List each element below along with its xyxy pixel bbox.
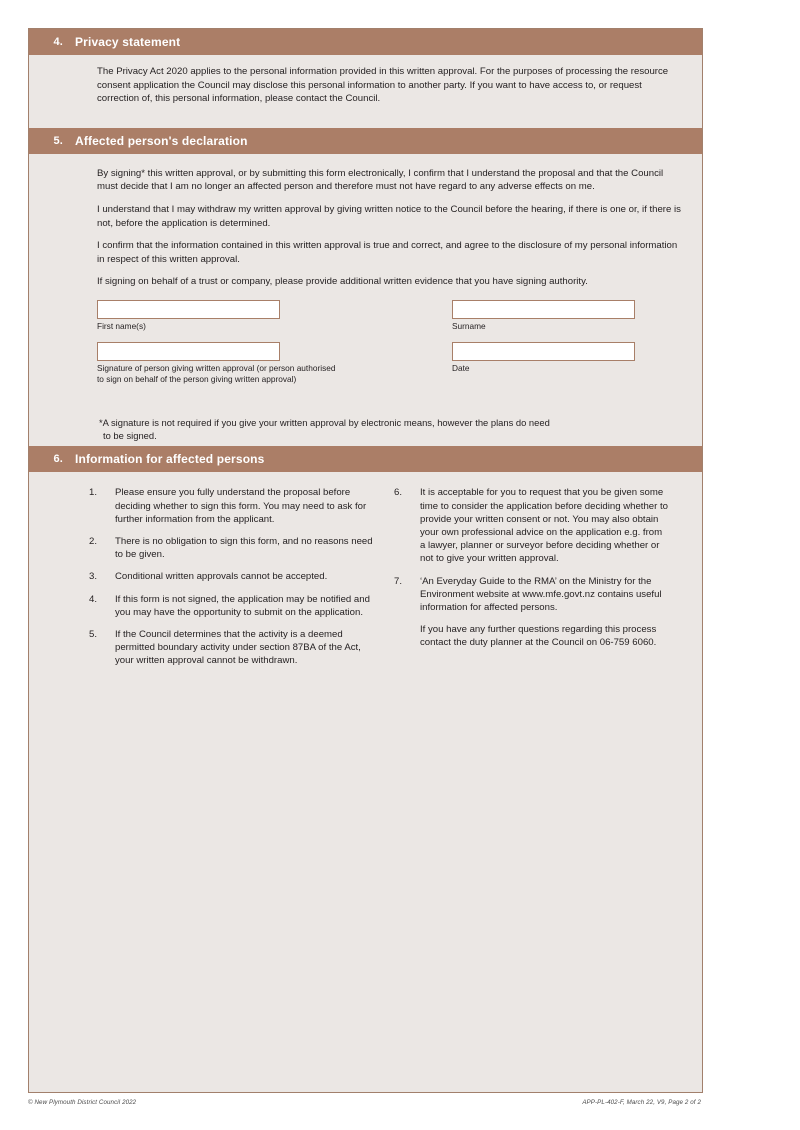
list-item bbox=[89, 535, 394, 561]
list-item-text: Conditional written approvals cannot be accepted. bbox=[115, 571, 328, 583]
list-item bbox=[89, 486, 394, 526]
signature-footnote-line1: *A signature is not required if you give your written approval by electronic means, however the plans do need bbox=[99, 417, 550, 429]
information-left-column bbox=[89, 486, 394, 676]
privacy-paragraph: The Privacy Act 2020 applies to the personal information provided in this written approval. For the purposes of processing the resource consent application the Council may disclose this personal information to another party. If you want to have access to, or request correction of, this personal information, please contact the Council. bbox=[97, 66, 669, 105]
section-title: Privacy statement bbox=[75, 35, 181, 49]
list-item bbox=[394, 575, 688, 615]
section-title: Affected person's declaration bbox=[75, 133, 248, 148]
document-page bbox=[28, 28, 703, 1093]
list-item bbox=[89, 593, 394, 619]
field-surname bbox=[452, 300, 684, 332]
list-item-text: There is no obligation to sign this form, and no reasons need to be given. bbox=[115, 536, 373, 561]
section-number: 5. bbox=[53, 134, 63, 147]
section-header-affected-persons-declaration bbox=[29, 128, 702, 154]
first-names-label: First name(s) bbox=[97, 320, 146, 331]
section-body-information-for-affected-persons bbox=[29, 472, 702, 688]
signature-label bbox=[97, 361, 438, 384]
list-item-number: 6. bbox=[394, 487, 403, 499]
section-number: 4. bbox=[53, 36, 63, 48]
duty-planner-contact-text: If you have any further questions regarding this process contact the duty planner at the Council on 06-759 6060. bbox=[420, 624, 657, 649]
date-input[interactable] bbox=[452, 342, 635, 361]
surname-input[interactable] bbox=[452, 300, 635, 319]
page-footer bbox=[28, 1099, 703, 1106]
information-columns bbox=[89, 486, 688, 676]
signature-input[interactable] bbox=[97, 342, 280, 361]
list-item-text: It is acceptable for you to request that you be given some time to consider the application before deciding whether to provide your written consent or not. You may also obtain your own professional advice on the application e.g. from a lawyer, planner or surveyor before deciding whether or not to give your written approval. bbox=[420, 487, 668, 565]
list-item-number: 1. bbox=[89, 487, 98, 499]
declaration-paragraph-4: If signing on behalf of a trust or company, please provide additional written evidence that you have signing authority. bbox=[97, 276, 588, 288]
section-body-affected-persons-declaration bbox=[29, 154, 702, 447]
signature-footnote-line2: to be signed. bbox=[103, 430, 157, 442]
list-item-number: 2. bbox=[89, 536, 98, 548]
declaration-paragraph-2: I understand that I may withdraw my written approval by giving written notice to the Council before the hearing, if there is one or, if there is not, before the application is determined. bbox=[97, 203, 681, 229]
footer-document-reference: APP-PL-402-F, March 22, V9, Page 2 of 2 bbox=[582, 1099, 701, 1106]
list-item-number: 5. bbox=[89, 629, 98, 641]
surname-label: Surname bbox=[452, 320, 486, 331]
list-item-text: Please ensure you fully understand the proposal before deciding whether to sign this form. You may need to ask for further information from the applicant. bbox=[115, 487, 367, 525]
list-item-text: If this form is not signed, the application may be notified and you may have the opportunity to submit on the application. bbox=[115, 593, 370, 618]
form-row-spacer bbox=[97, 335, 438, 342]
list-item-text: If the Council determines that the activity is a deemed permitted boundary activity under section 87BA of the Act, your written approval cannot be withdrawn. bbox=[115, 629, 361, 667]
declaration-paragraph-3: I confirm that the information contained in this written approval is true and correct, and agree to the disclosure of my personal information in respect of this written approval. bbox=[97, 240, 678, 265]
list-item bbox=[89, 570, 394, 583]
footer-copyright: © New Plymouth District Council 2022 bbox=[28, 1099, 137, 1106]
section-header-information-for-affected-persons bbox=[29, 446, 702, 472]
form-row-spacer bbox=[452, 335, 684, 342]
section-header-privacy-statement bbox=[29, 29, 702, 55]
list-item-text: ‘An Everyday Guide to the RMA’ on the Ministry for the Environment website at www.mfe.govt.nz contains useful information for affected persons. bbox=[420, 575, 662, 614]
declaration-form bbox=[97, 300, 684, 389]
information-right-column bbox=[394, 486, 688, 676]
field-signature bbox=[97, 342, 438, 384]
list-item bbox=[394, 486, 688, 565]
section-body-privacy-statement bbox=[29, 55, 702, 128]
field-date bbox=[452, 342, 684, 384]
list-item-number: 4. bbox=[89, 593, 98, 605]
field-first-names bbox=[97, 300, 438, 332]
list-item-continuation bbox=[394, 623, 688, 649]
signature-label-line1: Signature of person giving written approval (or person authorised bbox=[97, 363, 336, 374]
list-item-number: 3. bbox=[89, 571, 98, 583]
section-title: Information for affected persons bbox=[75, 452, 265, 467]
first-names-input[interactable] bbox=[97, 300, 280, 319]
date-label: Date bbox=[452, 363, 470, 374]
signature-label-line2: to sign on behalf of the person giving written approval) bbox=[97, 373, 297, 384]
list-item-number-spacer bbox=[394, 623, 420, 649]
section-number: 6. bbox=[53, 453, 63, 466]
signature-footnote bbox=[97, 416, 684, 442]
list-item-number: 7. bbox=[394, 575, 403, 587]
list-item bbox=[89, 628, 394, 668]
declaration-paragraph-1: By signing* this written approval, or by submitting this form electronically, I confirm that I understand the proposal and that the Council must decide that I am no longer an affected person and therefore must not have regard to any adverse effects on me. bbox=[97, 167, 664, 193]
